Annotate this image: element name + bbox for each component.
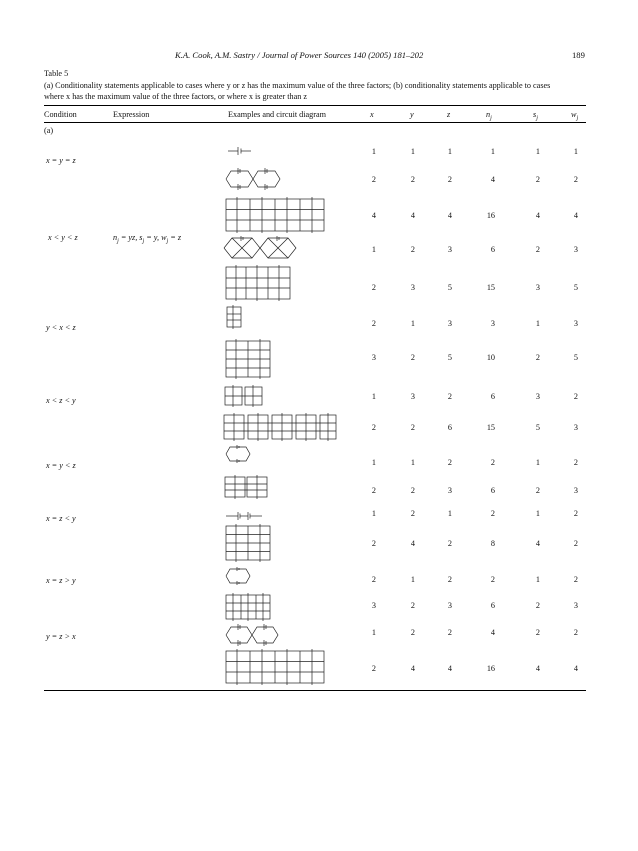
cell-y: 1 — [410, 319, 415, 328]
circuit-diagram-16 — [226, 626, 278, 644]
cell-z: 2 — [447, 458, 452, 467]
cell-y: 2 — [410, 353, 415, 362]
cell-z: 2 — [447, 392, 452, 401]
condition-label: x < y < z — [48, 233, 78, 242]
circuit-diagram-4 — [224, 236, 296, 260]
expression-text: $n_j$ = yz, $s_j = y$, $w_j = z$ — [113, 233, 182, 245]
circuit-diagram-14 — [226, 568, 250, 584]
cell-s: 1 — [535, 509, 540, 518]
cell-y: 1 — [410, 458, 415, 467]
cell-n: 4 — [490, 175, 495, 184]
cell-z: 1 — [447, 147, 452, 156]
cell-z: 3 — [447, 486, 452, 495]
table-caption-line-1: (a) Conditionality statements applicable to cases where y or z has the maximum value of the three factors; (b) conditionality statements applicable to cases — [44, 81, 551, 90]
cell-s: 2 — [535, 601, 540, 610]
col-header-expression: Expression — [113, 110, 150, 119]
cell-y: 2 — [410, 175, 415, 184]
cell-z: 5 — [447, 283, 452, 292]
table-bottom-rule — [44, 690, 586, 691]
cell-y: 4 — [410, 664, 415, 673]
cell-w: 2 — [573, 575, 578, 584]
cell-x: 2 — [371, 575, 376, 584]
condition-label: x = z > y — [46, 576, 76, 585]
cell-y: 2 — [410, 486, 415, 495]
cell-z: 4 — [447, 211, 452, 220]
cell-z: 3 — [447, 601, 452, 610]
cell-x: 2 — [371, 664, 376, 673]
col-header-n: $n_j$ — [486, 110, 492, 122]
circuit-diagram-15 — [224, 594, 272, 620]
cell-z: 1 — [447, 509, 452, 518]
cell-w: 2 — [573, 509, 578, 518]
circuit-diagram-7 — [224, 340, 272, 378]
cell-s: 2 — [535, 175, 540, 184]
cell-n: 10 — [486, 353, 495, 362]
cell-n: 6 — [490, 486, 495, 495]
cell-x: 3 — [371, 601, 376, 610]
cell-w: 1 — [573, 147, 578, 156]
cell-w: 2 — [573, 175, 578, 184]
cell-s: 5 — [535, 423, 540, 432]
cell-s: 3 — [535, 392, 540, 401]
cell-y: 2 — [410, 628, 415, 637]
cell-x: 1 — [371, 392, 376, 401]
cell-s: 4 — [535, 211, 540, 220]
cell-w: 3 — [573, 319, 578, 328]
cell-z: 3 — [447, 245, 452, 254]
cell-x: 1 — [371, 509, 376, 518]
cell-x: 1 — [371, 458, 376, 467]
cell-z: 4 — [447, 664, 452, 673]
cell-w: 3 — [573, 423, 578, 432]
table-caption-line-2: where x has the maximum value of the three factors, or where x is greater than z — [44, 92, 308, 101]
cell-x: 2 — [371, 539, 376, 548]
cell-w: 3 — [573, 486, 578, 495]
cell-x: 2 — [371, 423, 376, 432]
cell-s: 2 — [535, 486, 540, 495]
cell-z: 2 — [447, 539, 452, 548]
cell-s: 1 — [535, 575, 540, 584]
cell-x: 2 — [371, 486, 376, 495]
cell-y: 2 — [410, 601, 415, 610]
cell-n: 1 — [490, 147, 495, 156]
cell-n: 6 — [490, 245, 495, 254]
cell-n: 16 — [486, 664, 495, 673]
circuit-diagram-11 — [224, 476, 268, 498]
cell-s: 1 — [535, 319, 540, 328]
cell-y: 3 — [410, 392, 415, 401]
cell-s: 2 — [535, 245, 540, 254]
cell-n: 3 — [490, 319, 495, 328]
cell-n: 4 — [490, 628, 495, 637]
cell-x: 3 — [371, 353, 376, 362]
cell-y: 4 — [410, 211, 415, 220]
running-header: K.A. Cook, A.M. Sastry / Journal of Power Sources 140 (2005) 181–202 — [175, 50, 424, 60]
table-top-rule — [44, 105, 586, 106]
col-header-examples: Examples and circuit diagram — [228, 110, 326, 119]
cell-s: 4 — [535, 664, 540, 673]
cell-z: 5 — [447, 353, 452, 362]
cell-y: 2 — [410, 509, 415, 518]
circuit-diagram-6 — [226, 306, 242, 328]
cell-x: 1 — [371, 147, 376, 156]
cell-y: 1 — [410, 575, 415, 584]
header-bottom-rule — [44, 122, 586, 123]
cell-w: 4 — [573, 211, 578, 220]
cell-z: 2 — [447, 628, 452, 637]
cell-s: 2 — [535, 628, 540, 637]
condition-label: y = z > x — [46, 632, 76, 641]
section-label: (a) — [44, 126, 54, 135]
circuit-diagram-1 — [228, 146, 252, 156]
cell-x: 2 — [371, 175, 376, 184]
cell-x: 1 — [371, 628, 376, 637]
condition-label: x = y = z — [46, 156, 76, 165]
col-header-condition: Condition — [44, 110, 77, 119]
cell-s: 4 — [535, 539, 540, 548]
cell-w: 5 — [573, 353, 578, 362]
circuit-diagram-9 — [222, 414, 338, 440]
cell-s: 3 — [535, 283, 540, 292]
col-header-z: z — [447, 110, 451, 119]
circuit-diagram-12 — [226, 511, 262, 521]
circuit-diagram-17 — [224, 650, 328, 684]
cell-w: 5 — [573, 283, 578, 292]
cell-x: 2 — [371, 319, 376, 328]
cell-n: 15 — [486, 423, 495, 432]
circuit-diagram-5 — [224, 266, 292, 300]
cell-x: 2 — [371, 283, 376, 292]
col-header-w: $w_j$ — [571, 110, 579, 122]
cell-s: 1 — [535, 458, 540, 467]
col-header-s: $s_j$ — [533, 110, 538, 122]
cell-z: 6 — [447, 423, 452, 432]
condition-label: y < x < z — [46, 323, 76, 332]
circuit-diagram-10 — [226, 446, 250, 462]
condition-label: x = y < z — [46, 461, 76, 470]
cell-w: 2 — [573, 628, 578, 637]
cell-z: 3 — [447, 319, 452, 328]
cell-n: 2 — [490, 458, 495, 467]
condition-label: x = z < y — [46, 514, 76, 523]
cell-w: 2 — [573, 392, 578, 401]
cell-w: 4 — [573, 664, 578, 673]
page-number: 189 — [572, 50, 585, 60]
cell-n: 2 — [490, 575, 495, 584]
cell-x: 4 — [371, 211, 376, 220]
cell-n: 16 — [486, 211, 495, 220]
cell-s: 1 — [535, 147, 540, 156]
cell-y: 2 — [410, 423, 415, 432]
cell-z: 2 — [447, 175, 452, 184]
circuit-diagram-8 — [224, 386, 264, 406]
cell-n: 15 — [486, 283, 495, 292]
cell-n: 6 — [490, 392, 495, 401]
cell-s: 2 — [535, 353, 540, 362]
circuit-diagram-3 — [224, 198, 328, 232]
cell-y: 4 — [410, 539, 415, 548]
cell-n: 8 — [490, 539, 495, 548]
circuit-diagram-2 — [226, 170, 280, 188]
col-header-y: y — [410, 110, 414, 119]
col-header-x: x — [370, 110, 374, 119]
circuit-diagram-13 — [224, 525, 272, 561]
cell-y: 3 — [410, 283, 415, 292]
cell-w: 3 — [573, 245, 578, 254]
cell-z: 2 — [447, 575, 452, 584]
condition-label: x < z < y — [46, 396, 76, 405]
cell-y: 1 — [410, 147, 415, 156]
cell-n: 6 — [490, 601, 495, 610]
cell-y: 2 — [410, 245, 415, 254]
cell-n: 2 — [490, 509, 495, 518]
cell-w: 2 — [573, 539, 578, 548]
cell-w: 3 — [573, 601, 578, 610]
table-label: Table 5 — [44, 69, 69, 78]
cell-x: 1 — [371, 245, 376, 254]
cell-w: 2 — [573, 458, 578, 467]
